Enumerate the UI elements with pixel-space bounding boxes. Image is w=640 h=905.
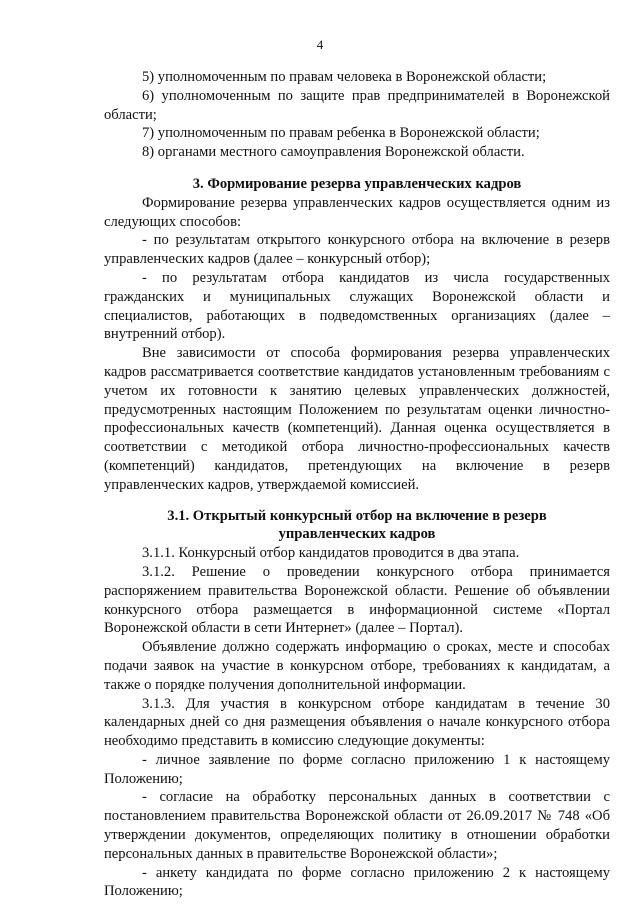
- paragraph: - по результатам отбора кандидатов из числа государственных гражданских и муниципальных служащих Воронежской области и специалистов, работающих в подведомственных организациях (далее – внутренний отбор).: [104, 269, 610, 343]
- paragraph: 3.1.3. Для участия в конкурсном отборе кандидатам в течение 30 календарных дней со дня размещения объявления о начале конкурсного отбора необходимо представить в комиссию следующие документы:: [104, 695, 610, 750]
- page-body: [104, 68, 610, 901]
- list-item: 8) органами местного самоуправления Воронежской области.: [142, 144, 525, 161]
- paragraph: Объявление должно содержать информацию о сроках, месте и способах подачи заявок на участие в конкурсном отборе, требованиях к кандидатам, а также о порядке получения дополнительной информации.: [104, 639, 610, 693]
- subsection-heading-line: управленческих кадров: [278, 526, 436, 543]
- subsection-heading-line: 3.1. Открытый конкурсный отбор на включение в резерв: [167, 507, 547, 524]
- list-item: 6) уполномоченным по защите прав предпринимателей в Воронежской области;: [104, 87, 610, 123]
- page-number: 4: [316, 37, 324, 52]
- paragraph: Вне зависимости от способа формирования резерва управленческих кадров рассматривается соответствие кандидатов установленным требованиям с учетом их готовности к занятию целевых управленческих должностей, предусмотренных настоящим Положением по результатам оценки личностно-профессиональных качеств (компетенций). Данная оценка осуществляется в соответствии с методикой отбора личностно-профессиональных качеств (компетенций) кандидатов, претендующих на включение в резерв управленческих кадров, утверждаемой комиссией.: [104, 345, 610, 493]
- paragraph: 3.1.2. Решение о проведении конкурсного отбора принимается распоряжением правительства Воронежской области. Решение об объявлении конкурсного отбора размещается в информационной системе «Портал Воронежской области в сети Интернет» (далее – Портал).: [104, 563, 610, 637]
- paragraph: - по результатам открытого конкурсного отбора на включение в резерв управленческих кадров (далее – конкурсный отбор);: [104, 232, 610, 268]
- list-item: 5) уполномоченным по правам человека в Воронежской области;: [142, 69, 547, 85]
- paragraph: - личное заявление по форме согласно приложению 1 к настоящему Положению;: [104, 751, 610, 787]
- list-item: 7) уполномоченным по правам ребенка в Воронежской области;: [142, 125, 540, 142]
- section-heading: 3. Формирование резерва управленческих кадров: [192, 175, 522, 192]
- paragraph: 3.1.1. Конкурсный отбор кандидатов проводится в два этапа.: [142, 545, 520, 562]
- paragraph: - согласие на обработку персональных данных в соответствии с постановлением правительства Воронежской области от 26.09.2017 № 748 «Об утверждении документов, определяющих политику в отношении обработки персональных данных в правительстве Воронежской области»;: [104, 789, 610, 862]
- paragraph: Формирование резерва управленческих кадров осуществляется одним из следующих способов:: [104, 194, 610, 230]
- subsection-heading: [104, 507, 610, 545]
- paragraph: - анкету кандидата по форме согласно приложению 2 к настоящему Положению;: [104, 864, 610, 900]
